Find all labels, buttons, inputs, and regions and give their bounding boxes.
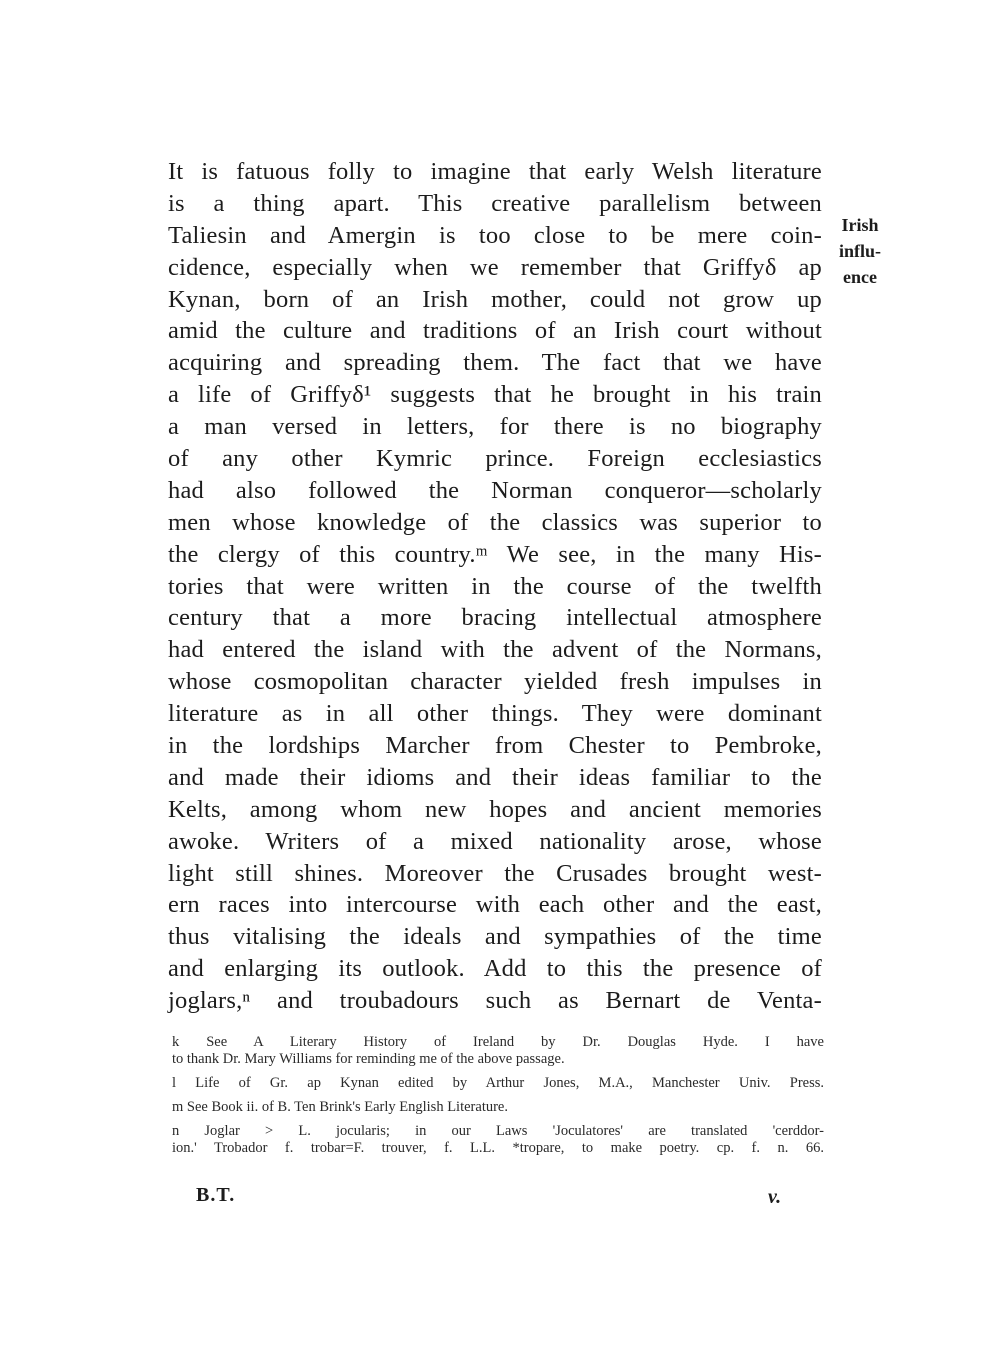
text-line: the clergy of this country.ᵐ We see, in the many His-	[168, 540, 822, 568]
signature-mark: B.T.	[196, 1184, 236, 1206]
text-line: had also followed the Norman conqueror—scholarly	[168, 476, 822, 504]
footnote-l	[172, 1075, 824, 1092]
text-line: light still shines. Moreover the Crusades brought west-	[168, 859, 822, 887]
footnote-line: m See Book ii. of B. Ten Brink's Early English Literature.	[172, 1099, 508, 1115]
footnote-m	[172, 1099, 824, 1116]
text-line: Kynan, born of an Irish mother, could not grow up	[168, 285, 822, 313]
footnote-line: n Joglar > L. jocularis; in our Laws 'Joculatores' are translated 'cerddor-	[172, 1123, 824, 1139]
text-line: cidence, especially when we remember that Griffyδ ap	[168, 253, 822, 281]
footnote-line: k See A Literary History of Ireland by Dr. Douglas Hyde. I have	[172, 1034, 824, 1050]
footnote-line: l Life of Gr. ap Kynan edited by Arthur Jones, M.A., Manchester Univ. Press.	[172, 1075, 824, 1091]
text-line: century that a more bracing intellectual atmosphere	[168, 604, 822, 632]
text-line: ern races into intercourse with each other and the east,	[168, 891, 822, 919]
text-line: a life of Griffyδ¹ suggests that he brought in his train	[168, 381, 822, 409]
text-line: joglars,ⁿ and troubadours such as Bernart de Venta-	[168, 987, 822, 1015]
footnote-n	[172, 1123, 824, 1157]
text-line: and enlarging its outlook. Add to this the presence of	[168, 955, 822, 983]
text-line: Kelts, among whom new hopes and ancient memories	[168, 795, 822, 823]
footnotes	[172, 1034, 824, 1164]
margin-note-line: Irish	[841, 215, 879, 235]
text-line: awoke. Writers of a mixed nationality arose, whose	[168, 827, 822, 855]
margin-note	[828, 212, 892, 290]
text-line: and made their idioms and their ideas familiar to the	[168, 763, 822, 791]
text-line: a man versed in letters, for there is no biography	[168, 413, 822, 441]
text-line: amid the culture and traditions of an Irish court without	[168, 317, 822, 345]
text-line: acquiring and spreading them. The fact that we have	[168, 349, 822, 377]
text-line: whose cosmopolitan character yielded fresh impulses in	[168, 668, 822, 696]
main-text	[168, 156, 822, 1017]
text-line: Taliesin and Amergin is too close to be mere coin-	[168, 221, 822, 249]
text-line: had entered the island with the advent of the Normans,	[168, 636, 822, 664]
margin-note-line: ence	[843, 267, 877, 287]
text-line: in the lordships Marcher from Chester to Pembroke,	[168, 732, 822, 760]
text-line: is a thing apart. This creative parallelism between	[168, 189, 822, 217]
footnote-line: to thank Dr. Mary Williams for reminding me of the above passage.	[172, 1051, 565, 1067]
margin-note-line: influ-	[838, 241, 881, 261]
text-line: tories that were written in the course of the twelfth	[168, 572, 822, 600]
text-line: of any other Kymric prince. Foreign ecclesiastics	[168, 445, 822, 473]
page-mark: v.	[768, 1186, 782, 1208]
footnote-line: ion.' Trobador f. trobar=F. trouver, f. L.L. *tropare, to make poetry. cp. f. n. 66.	[172, 1140, 824, 1156]
footnote-k	[172, 1034, 824, 1068]
text-line: thus vitalising the ideals and sympathies of the time	[168, 923, 822, 951]
text-line: men whose knowledge of the classics was superior to	[168, 508, 822, 536]
text-line: literature as in all other things. They were dominant	[168, 700, 822, 728]
text-line: It is fatuous folly to imagine that early Welsh literature	[168, 158, 822, 185]
